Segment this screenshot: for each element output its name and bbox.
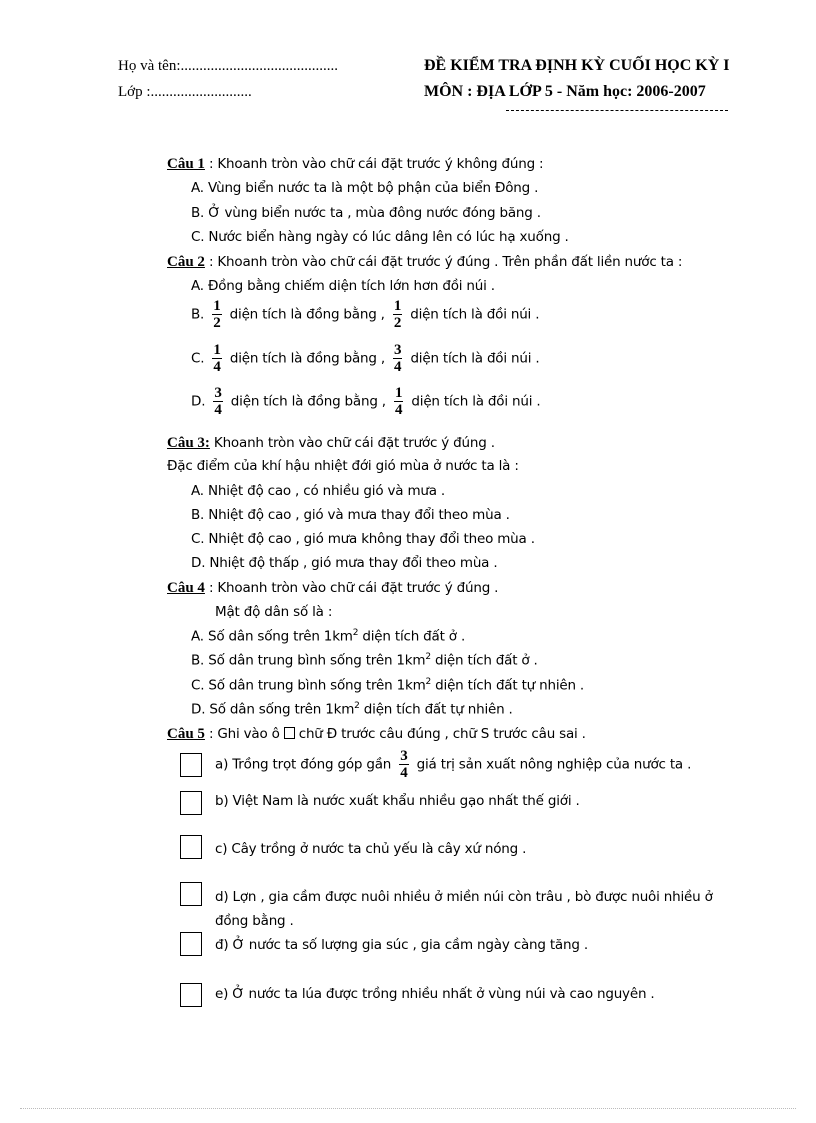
q1-option-c: C. Nước biển hàng ngày có lúc dâng lên có lúc hạ xuống . [191,229,569,245]
q5-item-b: b) Việt Nam là nước xuất khẩu nhiều gạo nhất thế giới . [215,793,580,809]
answer-box-e[interactable] [180,983,202,1007]
fraction [212,342,221,375]
question-4 [167,579,498,597]
fraction-denominator: 4 [214,402,222,418]
answer-box-c[interactable] [180,835,202,859]
q4-option-c [191,677,584,694]
superscript: 2 [352,628,359,638]
question-5 [167,725,586,743]
fraction [399,748,408,781]
question-3-prompt: Khoanh tròn vào chữ cái đặt trước ý đúng . [213,435,495,451]
fraction-numerator: 3 [400,748,408,764]
q4-option-c-text: C. Số dân trung bình sống trên 1km [191,677,426,694]
q1-option-a: A. Vùng biển nước ta là một bộ phận của biển Đông . [191,180,539,196]
question-2 [167,253,682,271]
q5-item-d-line1: d) Lợn , gia cầm được nuôi nhiều ở miền núi còn trâu , bò được nuôi nhiều ở [215,889,713,905]
question-2-prompt: : Khoanh tròn vào chữ cái đặt trước ý đúng . Trên phần đất liền nước ta : [208,254,683,270]
question-3 [167,434,495,452]
q4-option-b [191,652,538,669]
q4-option-a [191,628,465,645]
q3-stem: Đặc điểm của khí hậu nhiệt đới gió mùa ở nước ta là : [167,458,519,474]
fraction-denominator: 2 [213,315,221,331]
fraction [213,385,222,418]
superscript: 2 [425,677,432,687]
q5-item-dd: đ) Ở nước ta số lượng gia súc , gia cầm ngày càng tăng . [215,937,588,953]
q5-item-d-line2: đồng bằng . [215,913,294,929]
q2-option-c-letter: C. [191,350,205,367]
q4-option-c-end: diện tích đất tự nhiên . [431,677,585,694]
q1-option-b: B. Ở vùng biển nước ta , mùa đông nước đóng băng . [191,205,541,221]
question-3-label: Câu 3: [167,435,210,451]
subject-line: MÔN : ĐỊA LỚP 5 - Năm học: 2006-2007 [424,83,706,100]
class-field-label: Lớp :........................... [118,84,252,100]
q2-option-b [191,298,539,331]
exam-title: ĐỀ KIỂM TRA ĐỊNH KỲ CUỐI HỌC KỲ I [424,57,730,74]
answer-box-b[interactable] [180,791,202,815]
q4-option-a-text: A. Số dân sống trên 1km [191,628,353,645]
q5-item-e: e) Ở nước ta lúa được trồng nhiều nhất ở vùng núi và cao nguyên . [215,986,655,1002]
fraction-numerator: 1 [393,298,402,314]
q4-option-d-end: diện tích đất tự nhiên . [359,701,513,718]
page-bottom-border [20,1108,796,1109]
superscript: 2 [425,652,431,662]
question-2-label: Câu 2 [167,254,205,270]
answer-box-a[interactable] [180,753,202,777]
q4-stem: Mật độ dân số là : [215,604,333,620]
q2-option-c [191,342,539,375]
q2-option-b-letter: B. [191,306,205,323]
q4-option-b-end: diện tích đất ở . [430,652,538,669]
question-5-prompt-end: chữ Đ trước câu đúng , chữ S trước câu sai . [298,726,586,742]
q3-option-b: B. Nhiệt độ cao , gió và mưa thay đổi theo mùa . [191,507,510,523]
q2-option-c-text: diện tích là đồng bằng , [229,350,385,367]
question-4-prompt: : Khoanh tròn vào chữ cái đặt trước ý đúng . [208,580,499,596]
answer-box-sample [284,727,295,739]
q3-option-d: D. Nhiệt độ thấp , gió mưa thay đổi theo mùa . [191,555,498,571]
q2-option-b-end: diện tích là đồi núi . [410,306,540,323]
q2-option-d-letter: D. [191,393,206,410]
q2-option-a: A. Đồng bằng chiếm diện tích lớn hơn đồi núi . [191,278,495,294]
question-1-prompt: : Khoanh tròn vào chữ cái đặt trước ý không đúng : [208,156,544,172]
fraction-denominator: 4 [395,402,403,418]
fraction-denominator: 2 [393,315,402,331]
answer-box-d[interactable] [180,882,202,906]
fraction-numerator: 1 [395,385,403,401]
fraction [212,298,221,331]
q4-option-d [191,701,513,718]
fraction [393,342,402,375]
q5-item-a-text: a) Trồng trọt đóng góp gần [215,756,392,773]
fraction-numerator: 1 [213,298,221,314]
q2-option-d-text: diện tích là đồng bằng , [230,393,386,410]
question-4-label: Câu 4 [167,580,205,596]
q2-option-b-text: diện tích là đồng bằng , [229,306,385,323]
fraction-numerator: 1 [213,342,221,358]
q5-item-c: c) Cây trồng ở nước ta chủ yếu là cây xứ nóng . [215,841,527,857]
fraction [394,385,403,418]
fraction-numerator: 3 [394,342,402,358]
question-1-label: Câu 1 [167,156,205,172]
superscript: 2 [354,701,360,711]
q2-option-c-end: diện tích là đồi núi . [410,350,540,367]
answer-box-dd[interactable] [180,932,202,956]
q5-item-a [215,748,691,781]
q3-option-c: C. Nhiệt độ cao , gió mưa không thay đổi theo mùa . [191,531,535,547]
fraction-numerator: 3 [214,385,222,401]
name-field-label: Họ và tên:.......................................... [118,58,338,74]
q5-item-a-end: giá trị sản xuất nông nghiệp của nước ta . [416,756,692,773]
fraction-denominator: 4 [394,359,402,375]
q3-option-a: A. Nhiệt độ cao , có nhiều gió và mưa . [191,483,445,499]
q2-option-d [191,385,540,418]
q4-option-a-end: diện tích đất ở . [358,628,466,645]
q4-option-d-text: D. Số dân sống trên 1km [191,701,355,718]
fraction-denominator: 4 [400,765,408,781]
fraction-denominator: 4 [213,359,221,375]
question-1 [167,155,543,173]
q4-option-b-text: B. Số dân trung bình sống trên 1km [191,652,426,669]
question-5-prompt: : Ghi vào ô [208,726,280,742]
fraction [393,298,402,331]
q2-option-d-end: diện tích là đồi núi . [411,393,541,410]
question-5-label: Câu 5 [167,726,205,742]
header-divider [506,110,728,111]
